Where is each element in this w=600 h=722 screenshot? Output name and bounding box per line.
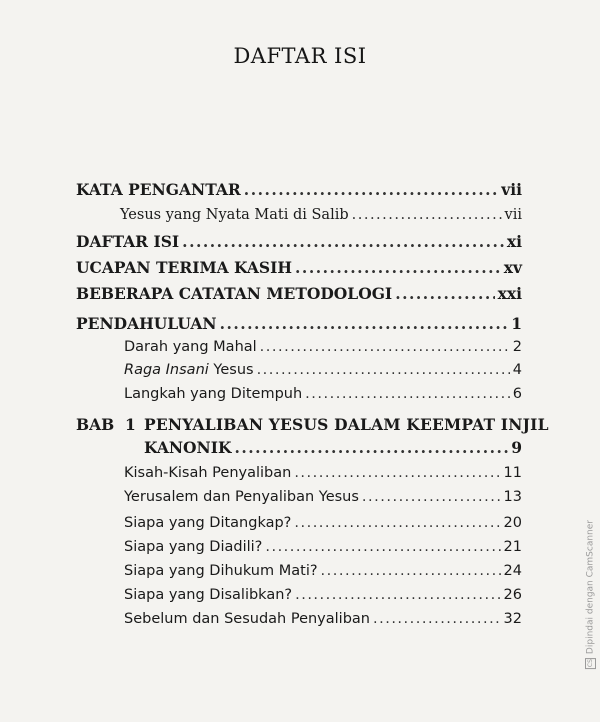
toc-entry-page: 1	[511, 314, 522, 333]
toc-entry-ditangkap	[124, 515, 522, 531]
chapter-num: 1	[125, 415, 136, 434]
toc-entry-label-rest: Yesus	[208, 362, 254, 378]
toc-entry-label: KATA PENGANTAR	[76, 180, 241, 199]
leader-dots	[321, 563, 501, 579]
toc-entry-page: 11	[503, 465, 522, 481]
toc-entry-page: xxi	[497, 284, 522, 303]
toc-entry-label: BEBERAPA CATATAN METODOLOGI	[76, 284, 393, 303]
toc-entry-label: Yesus yang Nyata Mati di Salib	[120, 207, 349, 223]
leader-dots	[362, 489, 501, 505]
leader-dots	[305, 386, 510, 402]
toc-entry-label: Siapa yang Dihukum Mati?	[124, 563, 318, 579]
leader-dots	[373, 611, 501, 627]
leader-dots	[294, 515, 500, 531]
chapter-title-line2-row	[144, 438, 522, 457]
toc-entry-yerusalem	[124, 489, 522, 505]
toc-entry-yesus-nyata	[120, 207, 522, 223]
toc-entry-label: Kisah-Kisah Penyaliban	[124, 465, 292, 481]
toc-entry-label: Siapa yang Ditangkap?	[124, 515, 292, 531]
leader-dots	[294, 465, 500, 481]
leader-dots	[295, 587, 500, 603]
toc-entry-label: Darah yang Mahal	[124, 339, 257, 355]
toc-entry-label: DAFTAR ISI	[76, 232, 180, 251]
toc-entry-diadili	[124, 539, 522, 555]
toc-entry-catatan	[76, 284, 522, 303]
leader-dots	[265, 539, 500, 555]
toc-entry-page: vii	[504, 207, 522, 223]
toc-entry-page: 20	[503, 515, 522, 531]
leader-dots	[182, 232, 504, 251]
leader-dots	[234, 438, 508, 457]
toc-entry-label: PENDAHULUAN	[76, 314, 217, 333]
toc-entry-label: UCAPAN TERIMA KASIH	[76, 258, 293, 277]
toc-entry-label: Sebelum dan Sesudah Penyaliban	[124, 611, 370, 627]
toc-entry-pendahuluan	[76, 314, 522, 333]
leader-dots	[395, 284, 494, 303]
chapter-prefix: BAB	[76, 415, 115, 434]
leader-dots	[295, 258, 501, 277]
leader-dots	[244, 180, 498, 199]
toc-entry-raga-insani	[124, 362, 522, 378]
toc-entry-page: 24	[503, 563, 522, 579]
toc-entry-page: 13	[503, 489, 522, 505]
chapter-number	[76, 415, 144, 434]
toc-entry-label: Siapa yang Diadili?	[124, 539, 263, 555]
toc-entry-kisah	[124, 465, 522, 481]
toc-entry-page: 2	[512, 339, 522, 355]
chapter-page: 9	[511, 438, 522, 457]
toc-entry-label: Langkah yang Ditempuh	[124, 386, 303, 402]
toc-entry-page: 21	[503, 539, 522, 555]
leader-dots	[220, 314, 509, 333]
toc-entry-label	[124, 362, 254, 378]
toc-entry-daftar-isi	[76, 232, 522, 251]
leader-dots	[352, 207, 502, 223]
toc-entry-kata-pengantar	[76, 180, 522, 199]
toc-entry-dihukum	[124, 563, 522, 579]
toc-entry-page: 4	[512, 362, 522, 378]
page-title: DAFTAR ISI	[233, 44, 367, 68]
chapter-title-line2: KANONIK	[144, 438, 232, 457]
toc-entry-page: xv	[503, 258, 522, 277]
toc-entry-page: 6	[512, 386, 522, 402]
toc-entry-page: vii	[501, 180, 522, 199]
toc-entry-ucapan	[76, 258, 522, 277]
chapter-heading	[76, 415, 549, 434]
watermark-text: Dipindai dengan CamScanner	[585, 520, 596, 655]
toc-entry-label: Yerusalem dan Penyaliban Yesus	[124, 489, 359, 505]
toc-entry-sebelum	[124, 611, 522, 627]
toc-entry-label-italic: Raga Insani	[124, 362, 209, 378]
toc-entry-page: xi	[506, 232, 522, 251]
toc-entry-page: 32	[503, 611, 522, 627]
leader-dots	[260, 339, 510, 355]
camscanner-watermark	[585, 520, 596, 669]
toc-entry-darah	[124, 339, 522, 355]
camscanner-logo-icon: CS	[587, 659, 594, 668]
toc-entry-disalibkan	[124, 587, 522, 603]
toc-entry-langkah	[124, 386, 522, 402]
toc-entry-page: 26	[503, 587, 522, 603]
leader-dots	[257, 362, 510, 378]
toc-entry-label: Siapa yang Disalibkan?	[124, 587, 293, 603]
chapter-title-line1: PENYALIBAN YESUS DALAM KEEMPAT INJIL	[144, 415, 549, 434]
